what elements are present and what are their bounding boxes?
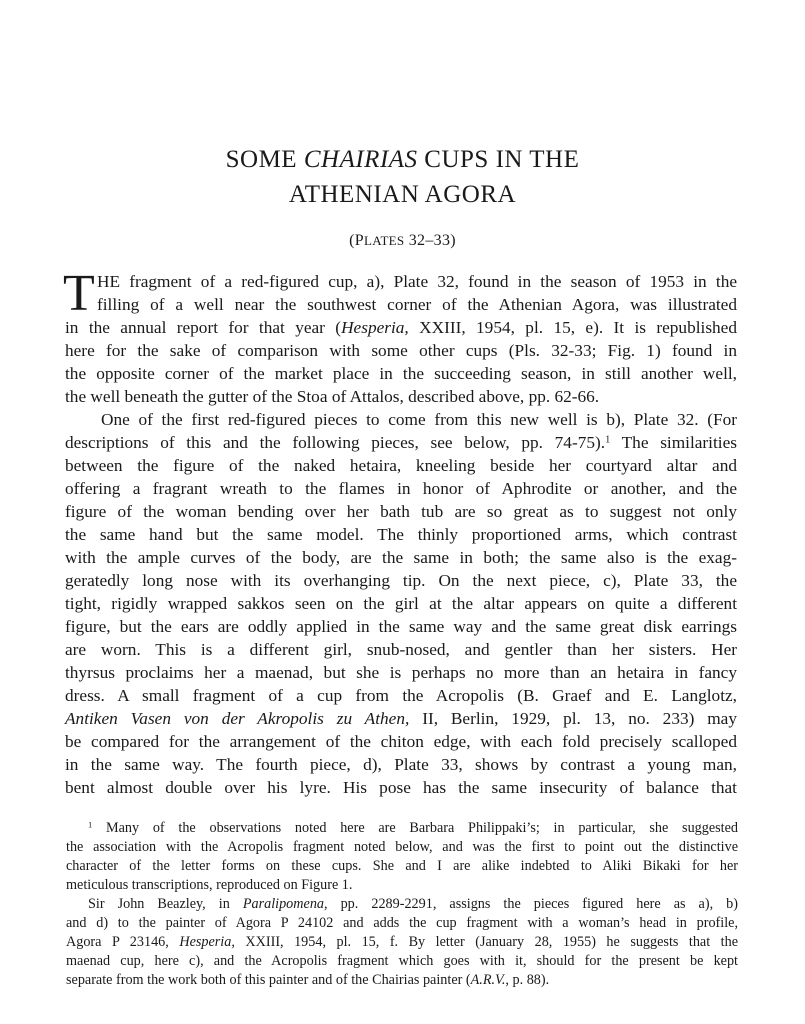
body-line: HE fragment of a red-figured cup, a), Plate 32, found in the season of 1953 in the [97,272,737,291]
footnote-line: the association with the Acropolis fragment noted below, and was the first to point out the distinctive [66,839,738,855]
footnote-line: Sir John Beazley, in Paralipomena, pp. 2289-2291, assigns the pieces figured here as a), b) [88,896,738,912]
plates-reference: (PLATES 32–33) [349,232,456,249]
footnote-line: maenad cup, here c), and the Acropolis fragment which goes with it, should for the present be kept [66,953,738,969]
body-line: be compared for the arrangement of the chiton edge, with each fold precisely scalloped [65,732,737,751]
body-line: One of the first red-figured pieces to come from this new well is b), Plate 32. (For [101,410,737,429]
article-title-line-2: ATHENIAN AGORA [288,181,517,208]
footnote-line: and d) to the painter of Agora P 24102 and adds the cup fragment with a woman’s head in profile, [66,915,738,931]
body-line: filling of a well near the southwest corner of the Athenian Agora, was illustrated [97,295,737,314]
body-line: the same hand but the same model. The thinly proportioned arms, which contrast [65,525,737,544]
body-line: between the figure of the naked hetaira, kneeling beside her courtyard altar and [65,456,737,475]
body-line: offering a fragrant wreath to the flames in honor of Aphrodite or another, and the [65,479,737,498]
body-line: in the same way. The fourth piece, d), Plate 33, shows by contrast a young man, [65,755,737,774]
drop-cap: T [63,265,95,322]
body-line: dress. A small fragment of a cup from the Acropolis (B. Graef and E. Langlotz, [65,686,737,705]
body-line: with the ample curves of the body, are the same in both; the same also is the exag- [65,548,737,567]
article-title-line-1: SOME CHAIRIAS CUPS IN THE [225,146,580,173]
body-line: figure of the woman bending over her bath tub are so great as to suggest not only [65,502,737,521]
footnote-line: character of the letter forms on these cups. She and I are alike indebted to Aliki Bikaki for her [66,858,738,874]
title-italic-word: CHAIRIAS [303,146,418,173]
footnote-line: separate from the work both of this painter and of the Chairias painter (A.R.V., p. 88). [66,972,550,988]
body-line: Antiken Vasen von der Akropolis zu Athen, II, Berlin, 1929, pl. 13, no. 233) may [65,709,737,728]
body-line: the opposite corner of the market place in the succeeding season, in still another well, [65,364,737,383]
footnote-line: Agora P 23146, Hesperia, XXIII, 1954, pl. 15, f. By letter (January 28, 1955) he suggests that the [66,934,738,950]
body-line: tight, rigidly wrapped sakkos seen on the girl at the altar appears on quite a different [65,594,737,613]
body-line: geratedly long nose with its overhanging tip. On the next piece, c), Plate 33, the [65,571,737,590]
footnote-marker: 1 [605,434,611,446]
body-line: are worn. This is a different girl, snub-nosed, and gentler than her sisters. Her [65,640,737,659]
footnote-number: 1 [88,819,93,830]
footnote-line: meticulous transcriptions, reproduced on Figure 1. [66,877,353,893]
body-line: bent almost double over his lyre. His pose has the same insecurity of balance that [65,778,737,797]
body-line: in the annual report for that year (Hesperia, XXIII, 1954, pl. 15, e). It is republished [65,318,737,337]
body-line: thyrsus proclaims her a maenad, but she is perhaps no more than an hetaira in fancy [65,663,737,682]
body-line: descriptions of this and the following pieces, see below, pp. 74-75).$^1$ The similarities [65,433,737,452]
body-line: the well beneath the gutter of the Stoa of Attalos, described above, pp. 62-66. [65,387,600,406]
footnote-line: $^1$ Many of the observations noted here are Barbara Philippaki’s; in particular, she suggested [88,819,738,836]
body-line: here for the sake of comparison with some other cups (Pls. 32-33; Fig. 1) found in [65,341,737,360]
body-line: figure, but the ears are oddly applied in the same way and the same great disk earrings [65,617,737,636]
